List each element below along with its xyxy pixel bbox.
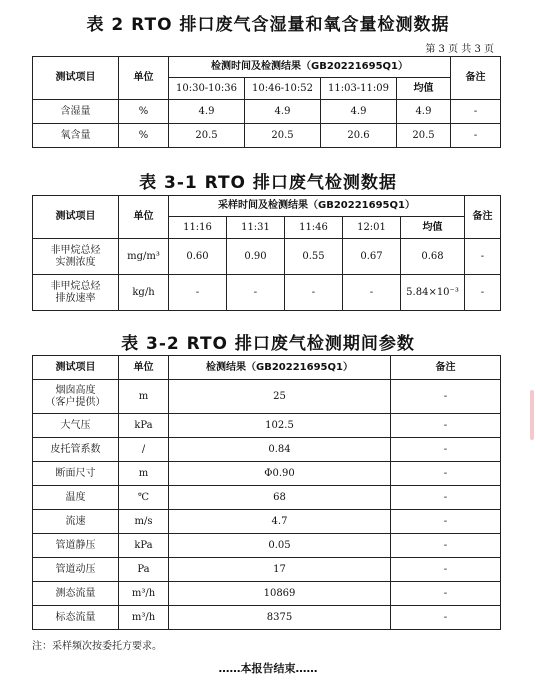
row-unit: m [119,462,169,486]
row-value: Φ0.90 [169,462,391,486]
row-value: 4.9 [245,100,321,124]
row-remark: - [451,124,501,148]
row-remark: - [391,438,501,462]
table32-header-item: 测试项目 [33,356,119,380]
row-value: 8375 [169,606,391,630]
row-item-line1: 非甲烷总烃 [50,244,101,256]
row-value: 4.9 [321,100,397,124]
table31-header-time: 11:31 [227,217,285,239]
row-unit: kPa [119,534,169,558]
table2-header-unit: 单位 [119,57,169,100]
row-value: 0.60 [169,239,227,275]
row-item: 大气压 [33,414,119,438]
row-value: 0.05 [169,534,391,558]
footnote: 注：采样频次按委托方要求。 [32,641,162,652]
row-value: 10869 [169,582,391,606]
row-unit: m³/h [119,606,169,630]
row-value: 68 [169,486,391,510]
table-row [33,558,501,582]
row-value: 0.55 [285,239,343,275]
table2 [32,56,501,148]
row-value: 25 [169,380,391,414]
table31-header-item: 测试项目 [33,196,119,239]
table2-header-time: 11:03-11:09 [321,78,397,100]
table2-header-time: 10:30-10:36 [169,78,245,100]
table-row [33,510,501,534]
table31-header-group: 采样时间及检测结果（GB20221695Q1） [169,196,465,217]
page-info: 第 3 页 共 3 页 [425,44,494,55]
row-unit: m/s [119,510,169,534]
table-row [33,124,501,148]
row-item: 管道静压 [33,534,119,558]
row-unit: m [119,380,169,414]
row-value: 5.84×10⁻³ [401,275,465,311]
row-remark: - [391,510,501,534]
row-unit: m³/h [119,582,169,606]
row-remark: - [391,534,501,558]
row-item: 测态流量 [33,582,119,606]
row-item: 温度 [33,486,119,510]
table31-header-mean: 均值 [401,217,465,239]
table31-header-time: 11:46 [285,217,343,239]
row-remark: - [451,100,501,124]
row-unit: % [119,100,169,124]
row-unit: ℃ [119,486,169,510]
table32-header-unit: 单位 [119,356,169,380]
row-value: 20.5 [245,124,321,148]
table-row [33,534,501,558]
row-value: 20.5 [169,124,245,148]
row-value: 4.7 [169,510,391,534]
row-item-line2: 排放速率 [55,292,96,304]
row-value: 0.84 [169,438,391,462]
row-item [33,275,119,311]
table-row [33,380,501,414]
table-row [33,606,501,630]
row-value: 20.6 [321,124,397,148]
row-item: 氧含量 [33,124,119,148]
row-value: 17 [169,558,391,582]
row-remark: - [391,582,501,606]
row-remark: - [391,380,501,414]
table-row [33,239,501,275]
row-item: 流速 [33,510,119,534]
row-value: 0.67 [343,239,401,275]
table31-title: 表 3-1 RTO 排口废气检测数据 [139,173,397,193]
table31-header-unit: 单位 [119,196,169,239]
row-value: - [285,275,343,311]
table31-header-time: 12:01 [343,217,401,239]
row-item-line2: （客户提供） [45,396,106,408]
row-value: 20.5 [397,124,451,148]
row-remark: - [391,558,501,582]
row-remark: - [391,462,501,486]
table-row [33,275,501,311]
row-remark: - [391,606,501,630]
table32 [32,355,501,630]
table-row [33,438,501,462]
table32-header-remark: 备注 [391,356,501,380]
table2-header-item: 测试项目 [33,57,119,100]
table-row [33,486,501,510]
table31-header-time: 11:16 [169,217,227,239]
table31 [32,195,501,311]
table32-title: 表 3-2 RTO 排口废气检测期间参数 [121,334,415,354]
row-value: - [227,275,285,311]
table2-header-group: 检测时间及检测结果（GB20221695Q1） [169,57,451,78]
row-item [33,239,119,275]
row-remark: - [391,414,501,438]
row-unit: / [119,438,169,462]
row-item: 管道动压 [33,558,119,582]
row-remark: - [465,275,501,311]
row-unit: kPa [119,414,169,438]
table-row [33,414,501,438]
table2-title: 表 2 RTO 排口废气含湿量和氧含量检测数据 [86,15,450,35]
row-value: - [343,275,401,311]
row-unit: % [119,124,169,148]
row-value: 102.5 [169,414,391,438]
row-item-line1: 烟囱高度 [55,384,96,396]
row-remark: - [391,486,501,510]
row-unit: Pa [119,558,169,582]
table32-header-result: 检测结果（GB20221695Q1） [169,356,391,380]
table2-header-mean: 均值 [397,78,451,100]
row-item: 含湿量 [33,100,119,124]
row-unit: mg/m³ [119,239,169,275]
row-value: 0.68 [401,239,465,275]
row-value: - [169,275,227,311]
row-item: 标态流量 [33,606,119,630]
table2-header-time: 10:46-10:52 [245,78,321,100]
row-value: 4.9 [397,100,451,124]
row-item-line2: 实测浓度 [55,256,96,268]
table-row [33,100,501,124]
row-value: 0.90 [227,239,285,275]
row-remark: - [465,239,501,275]
table-row [33,462,501,486]
table2-header-remark: 备注 [451,57,501,100]
seal-edge-mark [530,390,534,440]
table31-header-remark: 备注 [465,196,501,239]
end-of-report: ……本报告结束…… [218,662,318,675]
row-item: 皮托管系数 [33,438,119,462]
row-unit: kg/h [119,275,169,311]
row-item-line1: 非甲烷总烃 [50,280,101,292]
row-value: 4.9 [169,100,245,124]
row-item [33,380,119,414]
row-item: 断面尺寸 [33,462,119,486]
table-row [33,582,501,606]
